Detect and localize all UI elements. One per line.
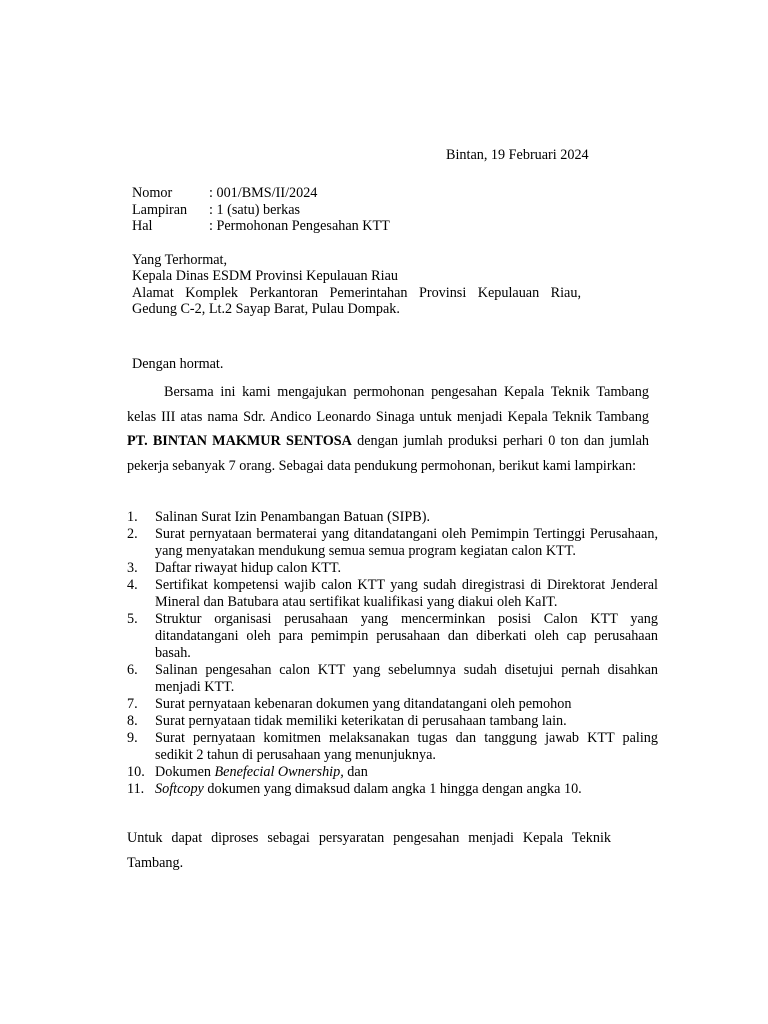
list-item-text-post: dokumen yang dimaksud dalam angka 1 hingga dengan angka 10. (203, 781, 582, 797)
list-item-number: 7. (127, 696, 138, 712)
greeting: Dengan hormat. (132, 356, 224, 372)
list-item (127, 662, 658, 696)
list-item-number: 2. (127, 526, 138, 542)
list-item (127, 696, 658, 713)
list-item-text-pre: Dokumen (155, 764, 215, 780)
meta-label-lampiran: Lampiran (132, 202, 188, 218)
list-item (127, 611, 658, 662)
list-item-number: 1. (127, 509, 138, 525)
list-item-number: 6. (127, 662, 138, 678)
intro-text-part-2: dengan jumlah produksi perhari 0 ton dan jumlah pekerja sebanyak 7 orang. Sebagai data pendukung permohonan, berikut kami lampirkan: (127, 433, 649, 474)
list-item-number: 8. (127, 713, 138, 729)
list-item (127, 713, 658, 730)
place-date: Bintan, 19 Februari 2024 (446, 147, 589, 163)
intro-paragraph (127, 380, 649, 478)
list-item-number: 11. (127, 781, 145, 797)
list-item-text: Struktur organisasi perusahaan yang mencerminkan posisi Calon KTT yang ditandatangani oleh para pemimpin perusahaan dan diberkati oleh cap perusahaan basah. (155, 611, 658, 661)
list-item-text: Salinan pengesahan calon KTT yang sebelumnya sudah disetujui pernah disahkan menjadi KTT. (155, 662, 658, 695)
recipient-line-3: Gedung C-2, Lt.2 Sayap Barat, Pulau Dompak. (132, 301, 400, 317)
meta-value-nomor: : 001/BMS/II/2024 (209, 185, 318, 201)
list-item-text: Surat pernyataan komitmen melaksanakan tugas dan tanggung jawab KTT paling sedikit 2 tahun di perusahaan yang menunjuknya. (155, 730, 658, 763)
list-item (127, 764, 658, 781)
meta-label-nomor: Nomor (132, 185, 173, 201)
list-item-text-italic: Softcopy (155, 781, 204, 797)
list-item-number: 3. (127, 560, 138, 576)
recipient-line-1: Kepala Dinas ESDM Provinsi Kepulauan Riau (132, 268, 398, 284)
recipient-line-2: Alamat Komplek Perkantoran Pemerintahan Provinsi Kepulauan Riau, (132, 285, 581, 301)
attachment-list (127, 509, 658, 798)
list-item-number: 10. (127, 764, 145, 780)
list-item-text-italic: Benefecial Ownership, (214, 764, 344, 780)
list-item (127, 526, 658, 560)
list-item-text: Sertifikat kompetensi wajib calon KTT yang sudah diregistrasi di Direktorat Jenderal Mineral dan Batubara atau sertifikat kualifikasi yang diakui oleh KaIT. (155, 577, 658, 610)
list-item-text: Surat pernyataan bermaterai yang ditandatangani oleh Pemimpin Tertinggi Perusahaan, yang menyatakan mendukung semua semua program kegiatan calon KTT. (155, 526, 658, 559)
company-name: PT. BINTAN MAKMUR SENTOSA (127, 433, 352, 449)
list-item-text: Daftar riwayat hidup calon KTT. (155, 560, 342, 576)
list-item (127, 577, 658, 611)
recipient-salutation: Yang Terhormat, (132, 252, 228, 268)
list-item-text: Surat pernyataan kebenaran dokumen yang ditandatangani oleh pemohon (155, 696, 572, 712)
list-item (127, 560, 658, 577)
list-item-text: Surat pernyataan tidak memiliki keterikatan di perusahaan tambang lain. (155, 713, 567, 729)
list-item-text: Salinan Surat Izin Penambangan Batuan (SIPB). (155, 509, 431, 525)
intro-text-part-1: Bersama ini kami mengajukan permohonan pengesahan Kepala Teknik Tambang kelas III atas nama Sdr. Andico Leonardo Sinaga untuk menjadi Kepala Teknik Tambang (127, 384, 649, 425)
meta-value-lampiran: : 1 (satu) berkas (209, 202, 301, 218)
list-item (127, 730, 658, 764)
meta-label-hal: Hal (132, 218, 153, 234)
list-item-number: 5. (127, 611, 138, 627)
list-item-text-post: dan (343, 764, 368, 780)
closing-paragraph: Untuk dapat diproses sebagai persyaratan pengesahan menjadi Kepala Teknik Tambang. (127, 830, 611, 871)
list-item (127, 509, 658, 526)
meta-value-hal: : Permohonan Pengesahan KTT (209, 218, 390, 234)
list-item-number: 4. (127, 577, 138, 593)
list-item (127, 781, 585, 798)
list-item-number: 9. (127, 730, 138, 746)
